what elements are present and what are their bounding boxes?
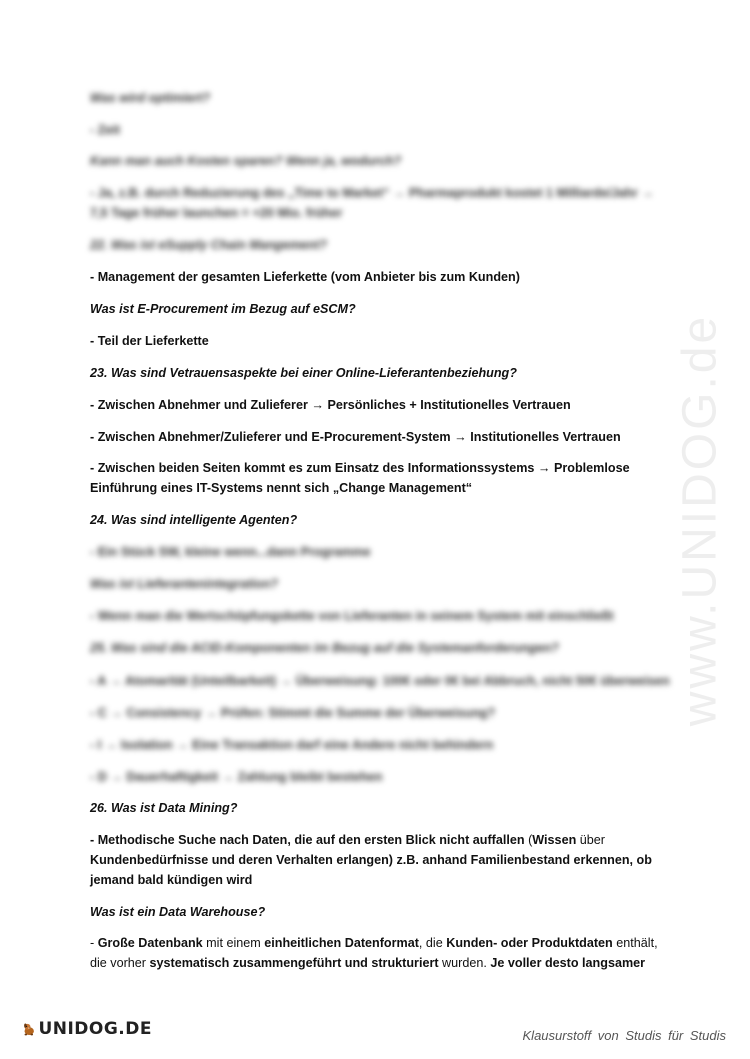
answer-26-part: Wissen	[532, 833, 577, 847]
answer-26b-part: Je voller desto langsamer	[490, 956, 646, 970]
answer-25-d: - D → Dauerhaftigkeit → Zahlung bleibt bestehen	[90, 770, 383, 784]
logo-text: UNIDOG.DE	[38, 1019, 152, 1039]
question-22b: Was ist E-Procurement im Bezug auf eSCM?	[90, 302, 356, 316]
answer-26	[90, 830, 670, 890]
answer-22: - Management der gesamten Lieferkette (vom Anbieter bis zum Kunden)	[90, 270, 520, 284]
dog-mascot-icon	[22, 1012, 36, 1046]
answer-blurred-1: - Zeit	[90, 123, 121, 137]
watermark: www.UNIDOG.de	[673, 313, 727, 727]
answer-26b-part: enthält, die vorher	[90, 936, 658, 970]
question-24b: Was ist Lieferantenintegration?	[90, 577, 279, 591]
question-26: 26. Was ist Data Mining?	[90, 801, 238, 815]
question-blurred-2: Kann man auch Kosten sparen? Wenn ja, wodurch?	[90, 154, 402, 168]
question-23: 23. Was sind Vetrauensaspekte bei einer Online-Lieferantenbeziehung?	[90, 366, 517, 380]
answer-26b-part: , die	[418, 936, 447, 950]
answer-22b: - Teil der Lieferkette	[90, 334, 209, 348]
answer-24b: - Wenn man die Wertschöpfungskette von Lieferanten in seinem System mit einschließt	[90, 609, 614, 623]
answer-26-part: - Methodische Suche nach Daten, die auf den ersten Blick nicht auffallen	[90, 833, 525, 847]
unidog-logo	[22, 1012, 152, 1046]
question-25: 25. Was sind die ACID-Komponenten im Bezug auf die Systemanforderungen?	[90, 641, 559, 655]
question-22: 22. Was ist eSupply Chain Mangement?	[90, 238, 327, 252]
question-26b: Was ist ein Data Warehouse?	[90, 905, 266, 919]
answer-26-part: (	[524, 833, 533, 847]
answer-26b-part: Kunden- oder Produktdaten	[446, 936, 613, 950]
answer-23-2: - Zwischen Abnehmer/Zulieferer und E-Procurement-System → Institutionelles Vertrauen	[90, 430, 621, 444]
answer-26b-part: mit einem	[202, 936, 265, 950]
answer-26-part: Kundenbedürfnisse und deren Verhalten erlangen) z.B. anhand Familienbestand erkennen, ob jemand bald kündigen wird	[90, 853, 652, 887]
answer-26b-part: -	[90, 936, 98, 950]
answer-26b-part: einheitlichen Datenformat	[264, 936, 419, 950]
answer-26-part: über	[576, 833, 605, 847]
answer-24: - Ein Stück SW, kleine wenn...dann Programme	[90, 545, 371, 559]
answer-25-i: - I → Isolation → Eine Transaktion darf eine Andere nicht behindern	[90, 738, 494, 752]
answer-26b-part: wurden.	[438, 956, 491, 970]
answer-26b-part: Große Datenbank	[97, 936, 203, 950]
answer-26b	[90, 933, 670, 973]
answer-23-1: - Zwischen Abnehmer und Zulieferer → Persönliches + Institutionelles Vertrauen	[90, 398, 571, 412]
footer-tagline: Klausurstoff von Studis für Studis	[522, 1028, 726, 1043]
question-blurred-1: Was wird optimiert?	[90, 91, 211, 105]
answer-26b-part: systematisch zusammengeführt und strukturiert	[149, 956, 439, 970]
answer-23-3: - Zwischen beiden Seiten kommt es zum Einsatz des Informationssystems → Problemlose Einführung eines IT-Systems nennt sich „Change Management“	[90, 461, 630, 495]
answer-blurred-2: - Ja, z.B. durch Reduzierung des „Time to Market“ → Pharmaprodukt kostet 1 Milliarde/Jahr → 7,5 Tage früher launchen = +20 Mio. früher	[90, 186, 654, 220]
answer-25-a: - A → Atomarität (Unteilbarkeit) → Überweisung: 100€ oder 0€ bei Abbruch, nicht 50€ überweisen	[90, 674, 670, 688]
question-24: 24. Was sind intelligente Agenten?	[90, 513, 298, 527]
answer-25-c: - C → Consistency → Prüfen: Stimmt die Summe der Überweisung?	[90, 706, 496, 720]
